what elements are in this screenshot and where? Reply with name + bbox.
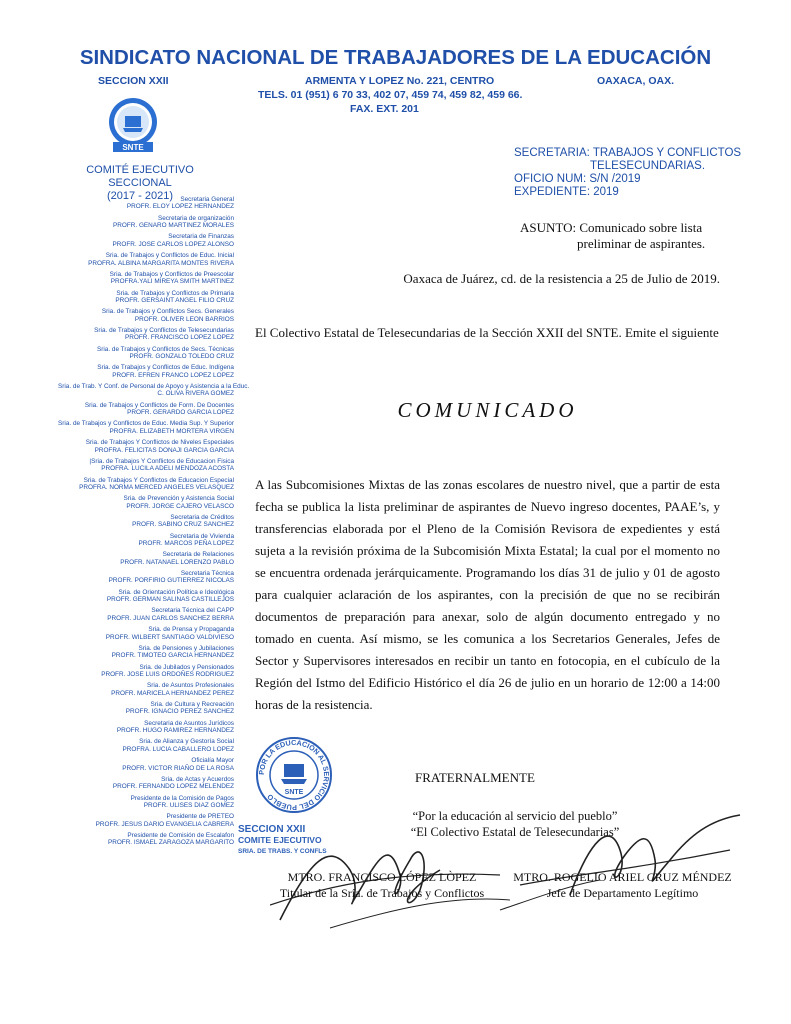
roster-role: Sria. de Asuntos Profesionales (146, 682, 234, 690)
roster-role: Sria. de Trab. Y Conf. de Personal de Apoyo y Asistencia a la Educ. (58, 383, 250, 391)
signatory-1-title: Titular de la Sría. de Trabajos y Conflictos (279, 886, 485, 900)
roster-name: PROFR. GENARO MARTINEZ MORALES (113, 222, 234, 230)
roster-entry (58, 776, 234, 791)
roster-name: PROFRA. ELIZABETH MORTERA VIRGEN (109, 427, 234, 435)
roster-entry (58, 832, 234, 847)
roster-role: Sria. de Trabajos Y Conflictos de Niveles Especiales (85, 439, 234, 447)
roster-role: Secretaria General (180, 196, 234, 203)
roster-name: PROFR. ELOY LOPEZ HERNANDEZ (126, 203, 234, 211)
roster-name: PROFR. MARCOS PEÑA LOPEZ (138, 540, 234, 548)
roster-name: PROFRA. ALBINA MARGARITA MONTES RIVERA (88, 259, 234, 267)
signatory-2-name: MTRO. ROGELIO ARIEL CRUZ MÉNDEZ (513, 870, 732, 884)
roster-role: Sria. de Jubilados y Pensionados (139, 663, 234, 671)
stamp-line-3: SRIA. DE TRABS. Y CONFLS (238, 848, 327, 855)
roster-entry (58, 682, 234, 697)
roster-role: Secretaria de Asuntos Jurídicos (144, 719, 234, 727)
roster-name: PROFR. JOSE CARLOS LOPEZ ALONSO (112, 240, 234, 248)
roster-role: Presidente de Comisión de Escalafon (127, 831, 234, 839)
roster-entry (58, 738, 234, 753)
roster-name: PROFRA. NORMA MERCED ANGELES VELASQUEZ (79, 483, 234, 491)
roster-entry (58, 420, 234, 435)
roster-role: Sria. de Trabajos y Conflictos de Secs. Técnicas (97, 345, 234, 353)
roster-name: PROFR. GONZALO TOLEDO CRUZ (129, 353, 234, 361)
roster-entry (58, 364, 234, 379)
subject-block (520, 220, 720, 252)
signatory-1 (262, 869, 502, 901)
roster-name: PROFRA. FELICITAS DONAJI GARCIA GARCIA (94, 446, 234, 454)
motto-line-1: “Por la educación al servicio del pueblo” (412, 809, 618, 823)
logo-text: SNTE (122, 143, 144, 152)
roster-entry (58, 252, 234, 267)
section-label: SECCION XXII (98, 75, 169, 87)
roster-name: PROFR. JESUS DARIO EVANGELIA CABRERA (95, 820, 234, 828)
roster-name: PROFR. WILBERT SANTIAGO VALDIVIESO (105, 633, 234, 641)
address-line: ARMENTA Y LOPEZ No. 221, CENTRO (305, 75, 495, 87)
roster-entry (58, 720, 234, 735)
oficio-number: OFICIO NUM: S/N /2019 (514, 173, 641, 185)
roster-entry (58, 402, 234, 417)
stamp-ring-text: POR LA EDUCACIÓN AL SERVICIO DEL PUEBLO (256, 737, 332, 813)
roster-entry (58, 383, 250, 398)
roster-entry (58, 495, 234, 510)
committee-roster (58, 196, 250, 851)
roster-role: Secretaria de organización (157, 214, 234, 222)
roster-name: PROFRA.YALI MIREYA SMITH MARTINEZ (110, 278, 234, 286)
subject-line-2: preliminar de aspirantes. (577, 236, 706, 251)
roster-role: Sria. de Trabajos y Conflictos de Educ. Indígena (97, 364, 234, 372)
roster-entry (58, 458, 234, 473)
city-label: OAXACA, OAX. (597, 75, 675, 87)
roster-entry (58, 664, 234, 679)
roster-entry (58, 795, 234, 810)
roster-entry (58, 514, 234, 529)
roster-name: PROFR. VICTOR RIAÑO DE LA ROSA (122, 764, 234, 772)
committee-name: COMITÉ EJECUTIVO SECCIONAL (86, 164, 194, 189)
roster-entry (58, 701, 234, 716)
roster-entry (58, 196, 234, 211)
roster-role: Sria. de Trabajos y Conflictos de Educ. Media Sup. Y Superior (58, 420, 234, 428)
signatory-2-title: Jefe de Departamento Legítimo (546, 886, 699, 900)
subject-line-1: ASUNTO: Comunicado sobre lista (520, 220, 703, 235)
roster-entry (58, 570, 234, 585)
roster-entry (58, 308, 234, 323)
roster-role: Sria. de Prensa y Propaganda (148, 626, 234, 634)
signatory-2 (500, 869, 745, 901)
roster-name: PROFR. NATANAEL LORENZO PABLO (120, 558, 234, 566)
expediente-number: EXPEDIENTE: 2019 (514, 186, 619, 198)
roster-entry (58, 215, 234, 230)
roster-role: Sria. de Orientación Política e Ideológica (118, 588, 234, 596)
roster-role: Sria. de Trabajos Y Conflictos de Educacion Especial (83, 476, 234, 484)
stamp-line-2: COMITE EJECUTIVO (238, 835, 322, 845)
roster-name: C. OLIVA RIVERA GOMEZ (157, 390, 234, 398)
body-paragraph: A las Subcomisiones Mixtas de las zonas escolares de nuestro nivel, que a partir de esta fecha se publica la lista preliminar de aspirantes de Nuevo ingreso docentes, PAAE’s, y transferencias elaborada por el Pleno de la Comisión Revisora de expedientes y está sujeta a la revisión próxima de la Subcomisión Mixta Estatal; la cual por el momento no se encuentra ordenada jerárquicamente. Programando los días 31 de julio y 01 de agosto para cualquier aclaración de los aspirantes, con la precisión de que no se recibirán documentos de preparación para anexar, solo de algún documento entregado y no tomado en cuenta. Así mismo, se les comunica a los Secretarios Generales, Jefes de Sector y Supervisores interesados en recibir un tanto en fotocopia, en el cubículo de la Región del Istmo del Edificio Histórico el día 26 de julio en un horario de 12:00 a 14:00 horas de la resistencia. (255, 477, 720, 712)
roster-role: Sria. de Actas y Acuerdos (161, 775, 234, 783)
roster-entry (58, 327, 234, 342)
salutation: FRATERNALMENTE (415, 770, 535, 785)
motto-line-2: “El Colectivo Estatal de Telesecundarias” (410, 825, 620, 839)
stamp-caption (238, 824, 334, 857)
roster-name: PROFR. JOSE LUIS ORDOÑES RODRIGUEZ (101, 670, 234, 678)
roster-entry (58, 290, 234, 305)
roster-role: Presidente de la Comisión de Pagos (130, 794, 234, 802)
roster-role: Oficialía Mayor (191, 757, 234, 765)
roster-entry (58, 551, 234, 566)
roster-role: |Sria. de Trabajos Y Conflictos de Educacion Fisica (89, 457, 234, 465)
intro-paragraph: El Colectivo Estatal de Telesecundarias de la Sección XXII del SNTE. Emite el siguiente (255, 325, 719, 340)
roster-name: PROFR. FRANCISCO LOPEZ LOPEZ (124, 334, 234, 342)
roster-name: PROFRA. LUCILA ADELI MENDOZA ACOSTA (101, 465, 234, 473)
roster-name: PROFR. FERNANDO LOPEZ MELENDEZ (112, 783, 234, 791)
roster-role: Sria. de Pensiones y Jubilaciones (138, 644, 234, 652)
roster-name: PROFR. EFREN FRANCO LOPEZ LOPEZ (112, 371, 234, 379)
roster-name: PROFR. JORGE CAJERO VELASCO (126, 502, 234, 510)
roster-name: PROFR. MARICELA HERNANDEZ PEREZ (111, 689, 234, 697)
roster-name: PROFR. TIMOTEO GARCIA HERNANDEZ (111, 652, 234, 660)
roster-entry (58, 626, 234, 641)
roster-entry (58, 477, 234, 492)
roster-name: PROFR. HUGO RAMIREZ HERNANDEZ (116, 727, 234, 735)
roster-role: Secretaria de Relaciones (162, 551, 234, 559)
phones-line: TELS. 01 (951) 6 70 33, 402 07, 459 74, 459 82, 459 66. (258, 89, 523, 101)
roster-name: PROFR. OLIVER LEON BARRIOS (134, 315, 234, 323)
roster-entry (58, 645, 234, 660)
office-block (514, 147, 754, 199)
roster-role: Secretaria Técnica del CAPP (151, 607, 234, 615)
roster-role: Sria. de Trabajos y Conflictos de Form. De Docentes (84, 401, 234, 409)
roster-role: Sria. de Trabajos y Conflictos Secs. Generales (101, 308, 234, 316)
roster-role: Secretaria de Créditos (170, 513, 234, 521)
date-line: Oaxaca de Juárez, cd. de la resistencia a 25 de Julio de 2019. (403, 271, 720, 286)
roster-role: Secretaria Técnica (180, 570, 234, 578)
roster-name: PROFRA. LUCIA CABALLERO LOPEZ (122, 745, 234, 753)
department-line: SECRETARIA: TRABAJOS Y CONFLICTOS (514, 147, 742, 159)
roster-entry (58, 589, 234, 604)
fax-line: FAX. EXT. 201 (350, 103, 419, 115)
motto-block (330, 808, 700, 840)
roster-role: Secretaria de Finanzas (168, 233, 234, 241)
roster-name: PROFR. SABINO CRUZ SANCHEZ (132, 521, 234, 529)
roster-name: PROFR. ISMAEL ZARAGOZA MARGARITO (107, 839, 234, 847)
roster-role: Sria. de Prevención y Asistencia Social (123, 495, 234, 503)
roster-entry (58, 757, 234, 772)
roster-name: PROFR. PORFIRIO GUTIERREZ NICOLAS (108, 577, 234, 585)
roster-entry (58, 813, 234, 828)
signatory-1-name: MTRO. FRANCISCO LÓPEZ LÒPEZ (287, 870, 477, 884)
roster-entry (58, 439, 234, 454)
roster-name: PROFR. ULISES DIAZ GOMEZ (143, 801, 234, 809)
roster-role: Sria. de Trabajos y Conflictos de Educ. Inicial (105, 252, 234, 260)
roster-role: Sria. de Trabajos y Conflictos de Primaria (116, 289, 234, 297)
roster-role: Secretaria de Vivienda (169, 532, 234, 540)
roster-role: Sria. de Alianza y Gestoría Social (139, 738, 234, 746)
snte-logo (103, 94, 163, 154)
roster-name: PROFR. GERSAINT ANGEL FILIO CRUZ (115, 296, 234, 304)
roster-name: PROFR. IGNACIO PEREZ SANCHEZ (125, 708, 234, 716)
roster-role: Sria. de Cultura y Recreación (150, 700, 234, 708)
stamp-line-1: SECCION XXII (238, 824, 306, 835)
roster-name: PROFR. JUAN CARLOS SANCHEZ BERRA (107, 614, 234, 622)
roster-name: PROFR. GERARDO GARCIA LOPEZ (127, 409, 234, 417)
roster-entry (58, 607, 234, 622)
committee-period: (2017 - 2021) (106, 190, 174, 202)
roster-role: Sria. de Trabajos y Conflictos de Preescolar (109, 270, 234, 278)
roster-role: Sria. de Trabajos y Conflictos de Telesecundarias (94, 326, 234, 334)
stamp-inner-text: SNTE (284, 789, 304, 796)
roster-role: Presidente de PRETEO (166, 813, 234, 821)
union-name-title: SINDICATO NACIONAL DE TRABAJADORES DE LA EDUCACIÓN (79, 46, 712, 69)
document-heading: COMUNICADO (397, 398, 578, 422)
roster-entry (58, 533, 234, 548)
roster-name: PROFR. GERMAN SALINAS CASTILLEJOS (106, 596, 234, 604)
seal-stamp (255, 736, 333, 814)
roster-entry (58, 271, 234, 286)
roster-entry (58, 346, 234, 361)
roster-entry (58, 233, 234, 248)
department-line-2: TELESECUNDARIAS. (590, 160, 706, 172)
